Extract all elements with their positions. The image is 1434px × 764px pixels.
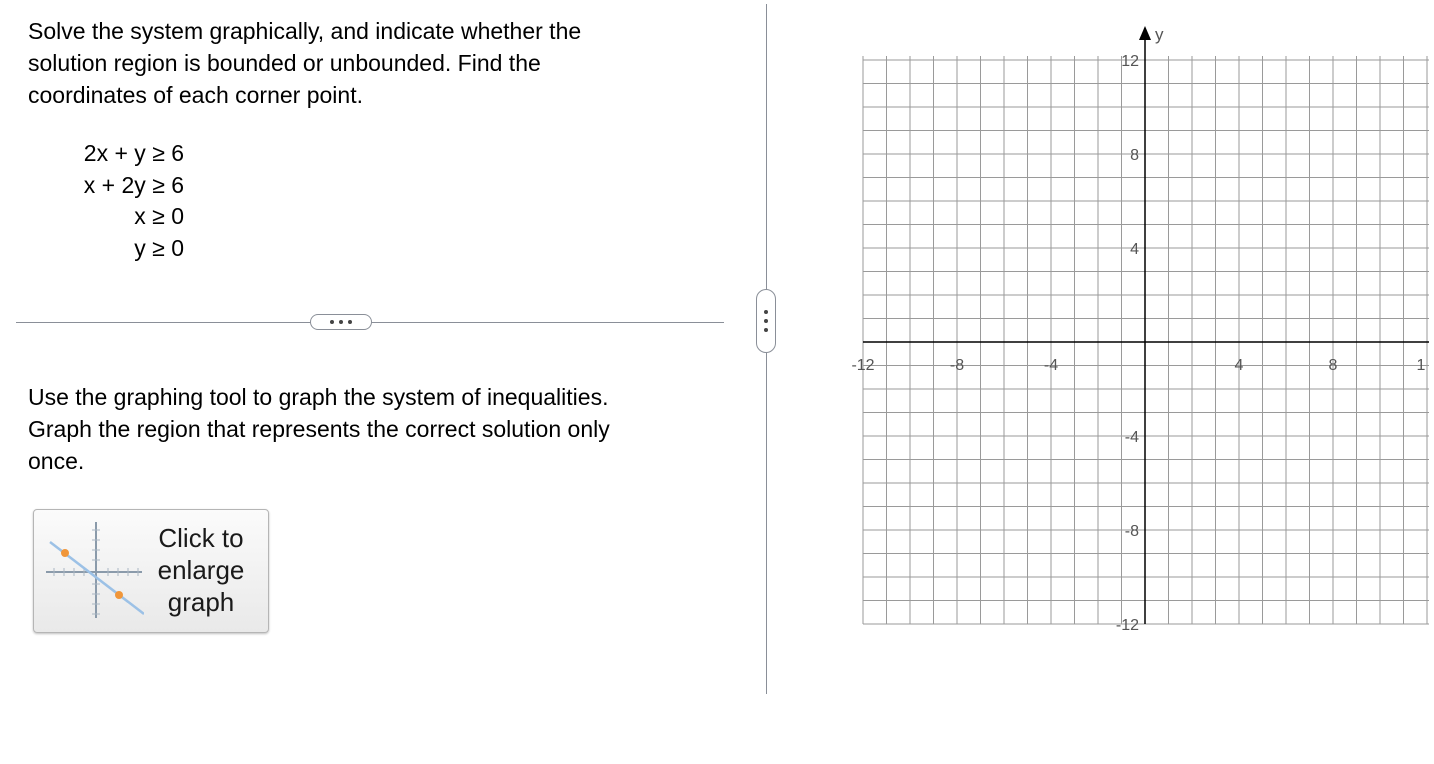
x-tick-label: -8	[949, 357, 965, 374]
x-tick-label: -4	[1043, 357, 1059, 374]
x-tick-label: 1	[1416, 357, 1426, 374]
dot-icon	[330, 320, 334, 324]
dot-icon	[348, 320, 352, 324]
enlarge-graph-button[interactable]	[33, 509, 269, 633]
x-tick-label: 8	[1328, 357, 1338, 374]
enlarge-graph-label: Click to enlarge graph	[157, 523, 245, 617]
graph-thumbnail-icon	[44, 520, 144, 620]
x-tick-label: 4	[1234, 357, 1244, 374]
inequality-4: y ≥ 0	[134, 234, 184, 261]
y-axis-label: y	[1155, 25, 1164, 44]
inequality-2: x + 2y ≥ 6	[83, 171, 184, 198]
dot-icon	[764, 310, 768, 314]
problem-line-2: solution region is bounded or unbounded. Find the	[28, 50, 541, 76]
dot-icon	[764, 328, 768, 332]
y-tick-label: -4	[1124, 429, 1139, 446]
instructions-line-2: Graph the region that represents the correct solution only	[28, 416, 610, 442]
expand-section-button[interactable]	[310, 314, 372, 330]
inequality-1: 2x + y ≥ 6	[83, 140, 184, 166]
inequality-system	[60, 138, 184, 264]
pane-resize-handle[interactable]	[756, 289, 776, 353]
inequality-3: x ≥ 0	[134, 203, 184, 229]
instructions-line-1: Use the graphing tool to graph the system of inequalities.	[28, 384, 609, 410]
y-tick-label: 12	[1121, 53, 1139, 70]
problem-line-3: coordinates of each corner point.	[28, 82, 363, 108]
coordinate-plane[interactable]	[840, 20, 1430, 640]
y-tick-label: 8	[1130, 147, 1139, 164]
problem-line-1: Solve the system graphically, and indicate whether the	[28, 18, 582, 44]
dot-icon	[339, 320, 343, 324]
problem-statement	[28, 15, 708, 111]
instructions	[28, 381, 708, 477]
y-tick-label: -8	[1124, 523, 1139, 540]
y-tick-label: -12	[1115, 617, 1139, 634]
dot-icon	[764, 319, 768, 323]
instructions-line-3: once.	[28, 448, 85, 474]
x-tick-label: -12	[851, 357, 875, 374]
y-axis-arrow-icon	[1139, 26, 1151, 40]
y-tick-label: 4	[1130, 241, 1139, 258]
